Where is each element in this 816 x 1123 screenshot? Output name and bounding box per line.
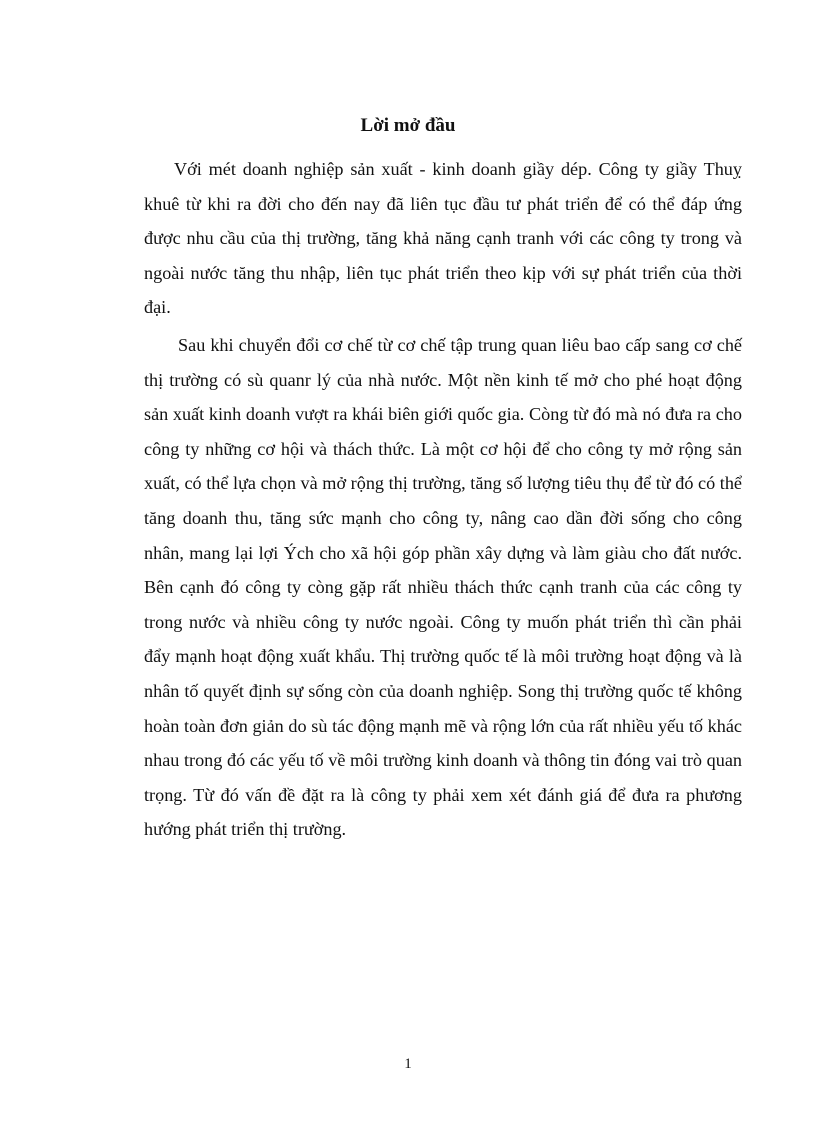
paragraph-market-context: Sau khi chuyển đổi cơ chế từ cơ chế tập trung quan liêu bao cấp sang cơ chế thị trường có sù quanr lý của nhà nước. Một nền kinh tế mở cho phé hoạt động sản xuất kinh doanh vượt ra khái biên giới quốc gia. Còng từ đó mà nó đưa ra cho công ty những cơ hội và thách thức. Là một cơ hội để cho công ty mở rộng sản xuất, có thể lựa chọn và mở rộng thị trường, tăng số lượng tiêu thụ để từ đó có thể tăng doanh thu, tăng sức mạnh cho công ty, nâng cao dần đời sống cho công nhân, mang lại lợi Ých cho xã hội góp phần xây dựng và làm giàu cho đất nước. Bên cạnh đó công ty còng gặp rất nhiều thách thức cạnh tranh của các công ty trong nước và nhiều công ty nước ngoài. Công ty muốn phát triển thì cần phải đẩy mạnh hoạt động xuất khẩu. Thị trường quốc tế là môi trường hoạt động và là nhân tố quyết định sự sống còn của doanh nghiệp. Song thị trường quốc tế không hoàn toàn đơn giản do sù tác động mạnh mẽ và rộng lớn của rất nhiều yếu tố khác nhau trong đó các yếu tố về môi trường kinh doanh và thông tin đóng vai trò quan trọng. Từ đó vấn đề đặt ra là công ty phải xem xét đánh giá để đưa ra phương hướng phát triển thị trường. — [144, 334, 742, 840]
page-title: Lời mở đầu — [360, 115, 456, 136]
page-number: 1 — [404, 1056, 412, 1072]
document-body — [144, 152, 742, 850]
paragraph-intro: Với mét doanh nghiệp sản xuất - kinh doanh giầy dép. Công ty giầy Thuỵ khuê từ khi ra đời cho đến nay đã liên tục đầu tư phát triển để có thể đáp ứng được nhu cầu của thị trường, tăng khả năng cạnh tranh với các công ty trong và ngoài nước tăng thu nhập, liên tục phát triển theo kịp với sự phát triển của thời đại. — [144, 159, 742, 318]
